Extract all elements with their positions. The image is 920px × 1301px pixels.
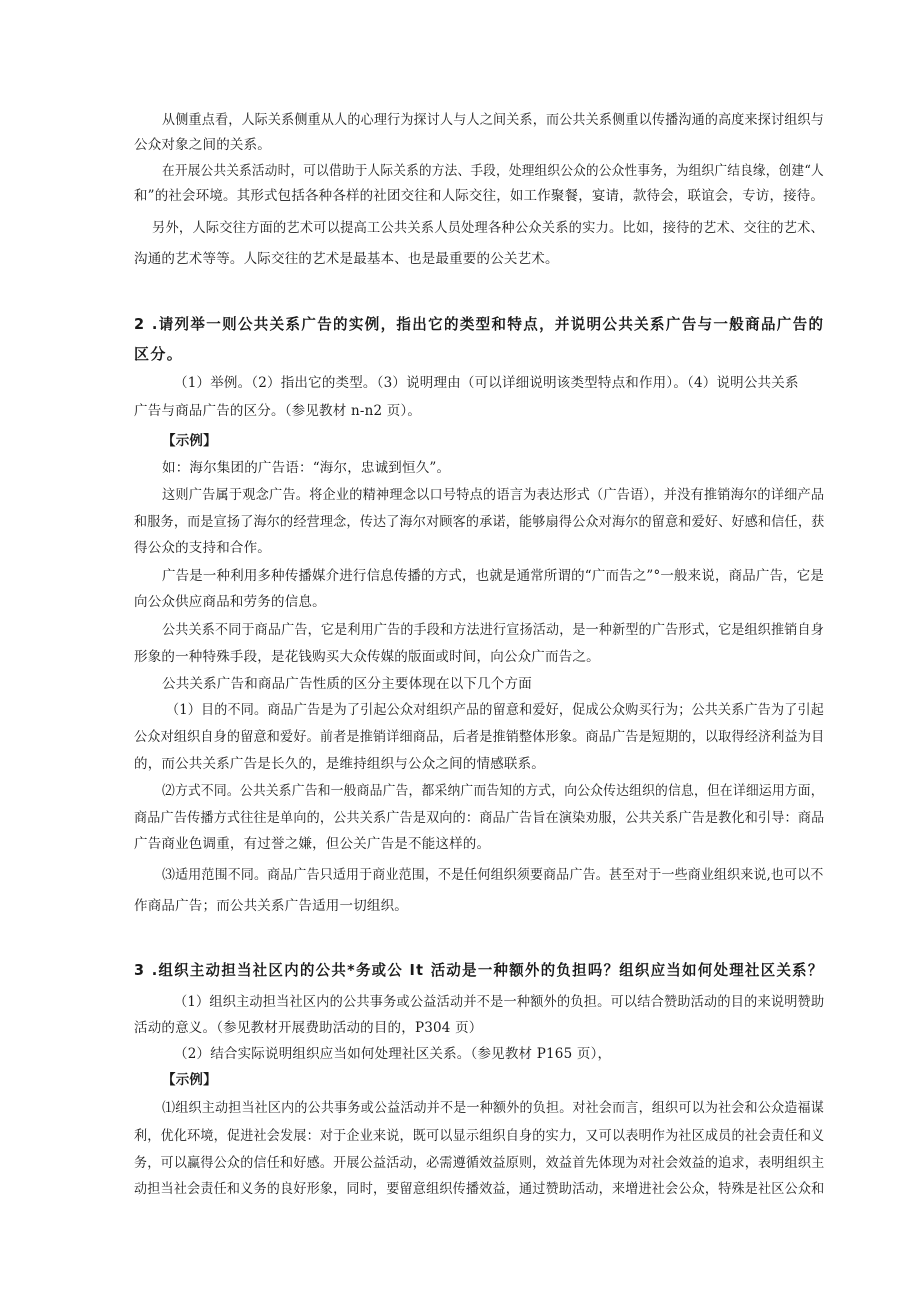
question-heading: 区分。 [134,345,184,363]
question-heading: 3 .组织主动担当社区内的公共*务或公 It 活动是一种额外的负担吗？组织应当如何处理社区关系？ [134,961,824,979]
example-tag: 【示例】 [162,433,217,449]
answer-hint: （2）结合实际说明组织应当如何处理社区关系。（参见教材 P165 页）， [174,1046,612,1062]
paragraph-line: 广告商业色调重，有过誉之嫌，但公关广告是不能这样的。 [134,836,491,852]
answer-hint: 活动的意义。（参见教材开展费助活动的目的，P304 页） [134,1020,483,1036]
paragraph-line: 和”的社会环境。其形式包括各种各样的社团交往和人际交往，如工作聚餐，宴请，款待会，联谊会，专访，接待。 [134,188,825,204]
paragraph-line: 作商品广告；而公共关系广告适用一切组织。 [134,898,408,914]
paragraph-line: 另外，人际交往方面的艺术可以提高工公共关系人员处理各种公众关系的实力。比如，接待的艺术、交往的艺术、 [152,220,824,236]
example-tag: 【示例】 [162,1072,217,1088]
paragraph-line: 形象的一种特殊手段，是花钱购买大众传媒的版面或时间，向公众广而告之。 [134,649,600,665]
paragraph-line: 公共关系广告和商品广告性质的区分主要体现在以下几个方面 [162,676,532,692]
paragraph-line: 如：海尔集团的广告语：“海尔，忠诚到恒久”。 [162,460,451,476]
paragraph-line: 务，可以赢得公众的信任和好感。开展公益活动，必需遵循效益原则，效益首先体现为对社会效益的追求，表明组织主 [134,1155,825,1171]
paragraph-line: ⑶适用范围不同。商品广告只适用于商业范围，不是任何组织须要商品广告。甚至对于一些商业组织来说,也可以不 [162,867,824,883]
paragraph-line: （1）目的不同。商品广告是为了引起公众对组织产品的留意和爱好，促成公众购买行为；公共关系广告为了引起 [166,702,825,718]
paragraph-line: 公众对象之间的关系。 [134,137,271,153]
paragraph-line: 得公众的支持和合作。 [134,540,271,556]
paragraph-line: 商品广告传播方式往往是单向的，公共关系广告是双向的：商品广告旨在演染劝服，公共关系广告是教化和引导：商品 [134,810,825,826]
paragraph-line: 公众对组织自身的留意和爱好。前者是推销详细商品，后者是推销整体形象。商品广告是短期的，以取得经济利益为目 [134,729,825,745]
paragraph-line: ⑴组织主动担当社区内的公共事务或公益活动并不是一种额外的负担。对社会而言，组织可以为社会和公众造福谋 [162,1100,824,1116]
paragraph-line: 这则广告属于观念广告。将企业的精神理念以口号特点的语言为表达形式（广告语），并没有推销海尔的详细产品 [162,487,825,503]
answer-hint: 广告与商品广告的区分。（参见教材 n-n2 页）。 [134,403,422,419]
paragraph-line: 广告是一种利用多种传播媒介进行信息传播的方式，也就是通常所谓的“广而告之”°一般来说，商品广告，它是 [162,568,825,584]
paragraph-line: 在开展公共关系活动时，可以借助于人际关系的方法、手段，处理组织公众的公众性事务，为组织广结良缘，创建“人 [162,163,824,179]
paragraph-line: 公共关系不同于商品广告，它是利用广告的手段和方法进行宣扬活动，是一种新型的广告形式，它是组织推销自身 [162,622,824,638]
paragraph-line: 的，而公共关系广告是长久的，是维持组织与公众之间的情感联系。 [134,756,545,772]
paragraph-line: ⑵方式不同。公共关系广告和一般商品广告，都采纳广而告知的方式，向公众传达组织的信息，但在详细运用方面， [162,783,824,799]
paragraph-line: 沟通的艺术等等。人际交往的艺术是最基本、也是最重要的公关艺术。 [134,251,559,267]
paragraph-line: 和服务，而是宣扬了海尔的经营理念，传达了海尔对顾客的承诺，能够扇得公众对海尔的留意和爱好、好感和信任，获 [134,514,825,530]
paragraph-line: 从侧重点看，人际关系侧重从人的心理行为探讨人与人之间关系，而公共关系侧重以传播沟通的高度来探讨组织与 [162,112,824,128]
paragraph-line: 动担当社会责任和义务的良好形象，同时，要留意组织传播效益，通过赞助活动，来增进社会公众，特殊是社区公众和 [134,1181,825,1197]
paragraph-line: 向公众供应商品和劳务的信息。 [134,594,326,610]
answer-hint: （1）组织主动担当社区内的公共事务或公益活动并不是一种额外的负担。可以结合赞助活动的目的来说明赞助 [174,994,825,1010]
question-heading: 2 .请列举一则公共关系广告的实例，指出它的类型和特点，并说明公共关系广告与一般商品广告的 [134,315,825,333]
paragraph-line: 利，优化环境，促进社会发展：对于企业来说，既可以显示组织自身的实力，又可以表明作为社区成员的社会责任和义 [134,1128,825,1144]
answer-hint: （1）举例。（2）指出它的类型。（3）说明理由（可以详细说明该类型特点和作用）。（4）说明公共关系 [174,375,799,391]
